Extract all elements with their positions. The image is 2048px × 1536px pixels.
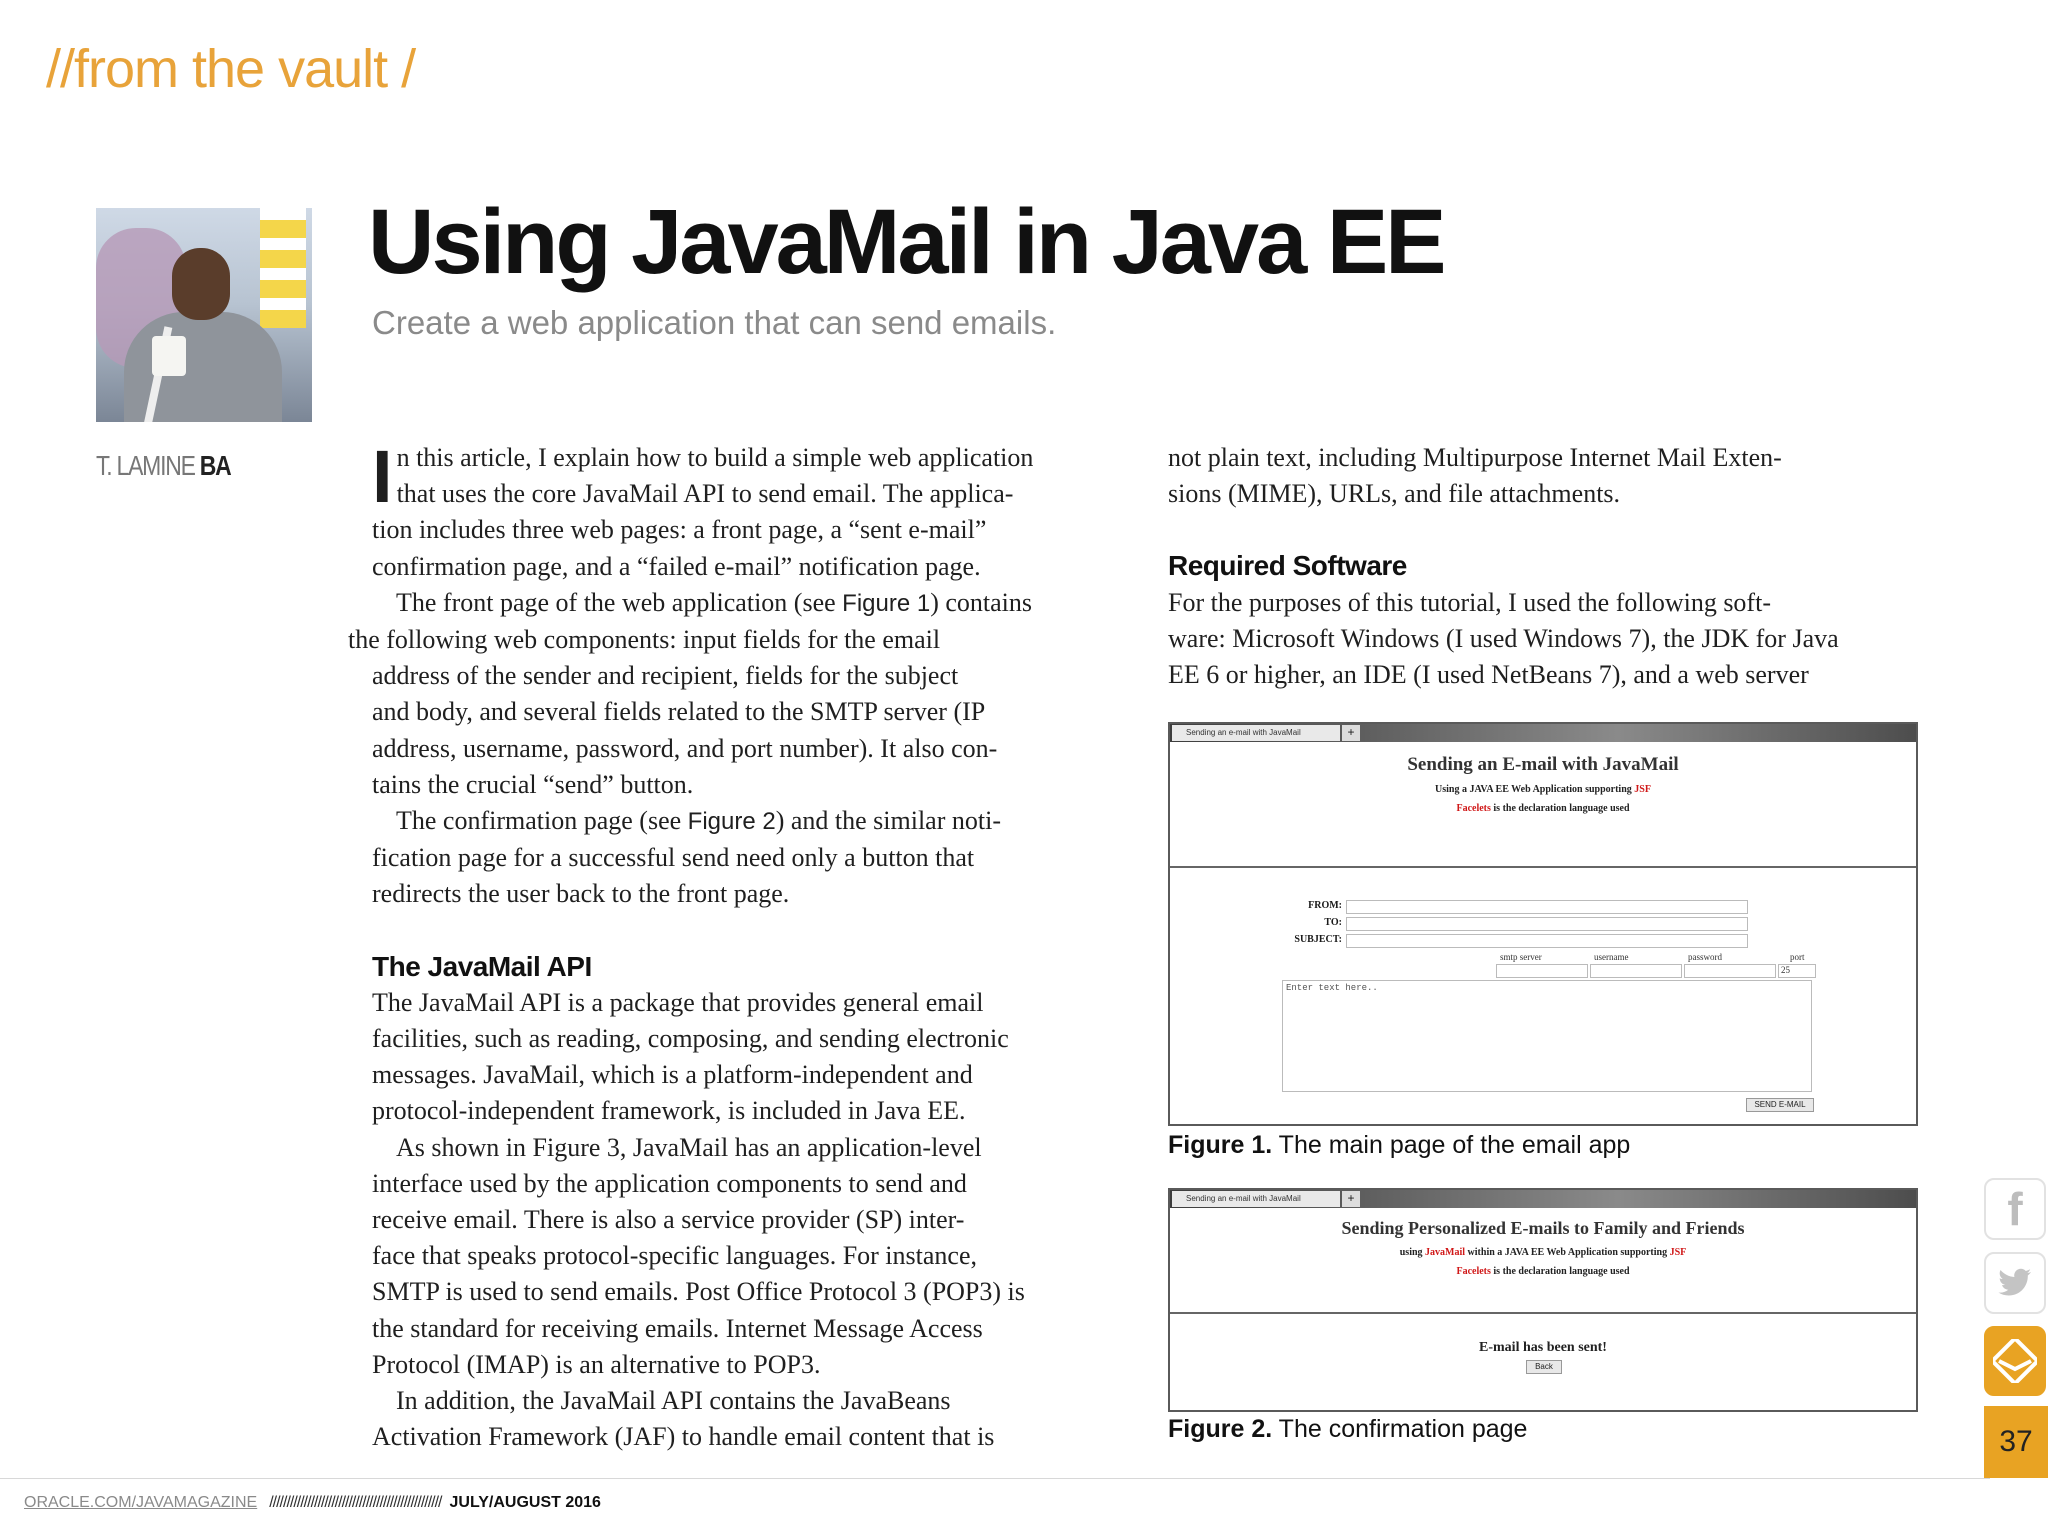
figure-2-screenshot xyxy=(1168,1188,1918,1412)
footer-slashes: ////////////////////////////////////////////////// xyxy=(269,1494,442,1511)
figure-2-caption: Figure 2. The confirmation page xyxy=(1168,1415,1528,1443)
section-tag: //from the vault / xyxy=(46,39,416,99)
new-tab-button[interactable]: + xyxy=(1342,725,1360,741)
port-input[interactable]: 25 xyxy=(1778,964,1816,978)
facebook-icon: f xyxy=(2007,1183,2023,1235)
author-photo xyxy=(96,208,312,422)
sent-message: E-mail has been sent! xyxy=(1479,1340,1607,1355)
envelope-icon xyxy=(1993,1339,2037,1383)
figure-2-reference[interactable]: Figure 2 xyxy=(687,808,776,836)
twitter-icon xyxy=(1997,1268,2033,1298)
article-subtitle: Create a web application that can send emails. xyxy=(372,304,1057,341)
subject-input[interactable] xyxy=(1346,934,1748,948)
article-title: Using JavaMail in Java EE xyxy=(368,191,1444,293)
page-header: Sending Personalized E-mails to Family and Friends using JavaMail within a JAVA EE Web Application supporting JSF Facelets is the declaration language used xyxy=(1170,1208,1916,1314)
paragraph-software: For the purposes of this tutorial, I used the following soft- ware: Microsoft Windows (I used Windows 7), the JDK for Java EE 6 or higher, an IDE (I used NetBeans 7), and a web server xyxy=(1168,587,1839,690)
figure-1-caption: Figure 1. The main page of the email app xyxy=(1168,1131,1631,1159)
email-share-button[interactable] xyxy=(1984,1326,2046,1396)
page-number: 37 xyxy=(1984,1406,2048,1478)
figure-1-screenshot xyxy=(1168,722,1918,1126)
from-input[interactable] xyxy=(1346,900,1748,914)
browser-tab-bar xyxy=(1170,1190,1916,1208)
twitter-share-button[interactable] xyxy=(1984,1252,2046,1314)
smtp-server-input[interactable] xyxy=(1496,964,1588,978)
browser-tab[interactable]: Sending an e-mail with JavaMail xyxy=(1172,725,1340,741)
heading-required-software: Required Software xyxy=(1168,550,1407,582)
email-form: FROM: TO: SUBJECT: smtp server username password port 25 Enter text here.. SEND E-MAIL xyxy=(1170,868,1916,1122)
browser-tab[interactable]: Sending an e-mail with JavaMail xyxy=(1172,1191,1340,1207)
article-column-2 xyxy=(1168,440,1928,693)
author-name: T. LAMINE BA xyxy=(96,450,231,481)
paragraph-intro: In this article, I explain how to build a simple web application that uses the core JavaMail API to send email. The applica- tion includes three web pages: a front page, a “sent e-mail” confirmation page, and a “failed e-mail” notification page. xyxy=(372,435,1034,581)
paragraph-interfaces: As shown in Figure 3, JavaMail has an application-level interface used by the application components to send and receive email. There is also a service provider (SP) inter- face that speaks protocol-specific languages. For instance, SMTP is used to send emails. Post Office Protocol 3 (POP3) is the standard for receiving emails. Internet Message Access Protocol (IMAP) is an alternative to POP3. xyxy=(372,1132,1025,1379)
paragraph-mime: not plain text, including Multipurpose Internet Mail Exten- sions (MIME), URLs, and file attachments. xyxy=(1168,443,1782,509)
footer-issue: JULY/AUGUST 2016 xyxy=(449,1494,601,1511)
footer xyxy=(24,1494,601,1512)
paragraph-front-page: The front page of the web application (see Figure 1) contains the following web components: input fields for the email address of the sender and recipient, fields for the subject and body, and several fields related to the SMTP server (IP address, username, password, and port number). It also con- tains the crucial “send” button. xyxy=(348,587,1033,799)
browser-tab-bar xyxy=(1170,724,1916,742)
paragraph-api: The JavaMail API is a package that provides general email facilities, such as reading, composing, and sending electronic messages. JavaMail, which is a platform-independent and protocol-independent framework, is included in Java EE. xyxy=(372,987,1009,1126)
back-button[interactable]: Back xyxy=(1526,1360,1562,1374)
drop-cap: I xyxy=(372,435,393,518)
send-email-button[interactable]: SEND E-MAIL xyxy=(1746,1098,1814,1112)
confirmation-body xyxy=(1170,1314,1916,1406)
message-body-textarea[interactable]: Enter text here.. xyxy=(1282,980,1812,1092)
footer-site-link[interactable]: ORACLE.COM/JAVAMAGAZINE xyxy=(24,1494,258,1511)
footer-divider xyxy=(0,1478,1990,1479)
facebook-share-button[interactable] xyxy=(1984,1178,2046,1240)
figure-1-reference[interactable]: Figure 1 xyxy=(842,589,931,617)
new-tab-button[interactable]: + xyxy=(1342,1191,1360,1207)
article-column-1 xyxy=(348,435,1124,1455)
to-input[interactable] xyxy=(1346,917,1748,931)
password-input[interactable] xyxy=(1684,964,1776,978)
heading-javamail-api: The JavaMail API xyxy=(372,950,592,982)
page-header: Sending an E-mail with JavaMail Using a JAVA EE Web Application supporting JSF Facelets is the declaration language used xyxy=(1170,742,1916,868)
username-input[interactable] xyxy=(1590,964,1682,978)
paragraph-jaf: In addition, the JavaMail API contains the JavaBeans Activation Framework (JAF) to handle email content that is xyxy=(372,1386,995,1452)
paragraph-confirmation: The confirmation page (see Figure 2) and the similar noti- fication page for a successful send need only a button that redirects the user back to the front page. xyxy=(372,806,1001,909)
